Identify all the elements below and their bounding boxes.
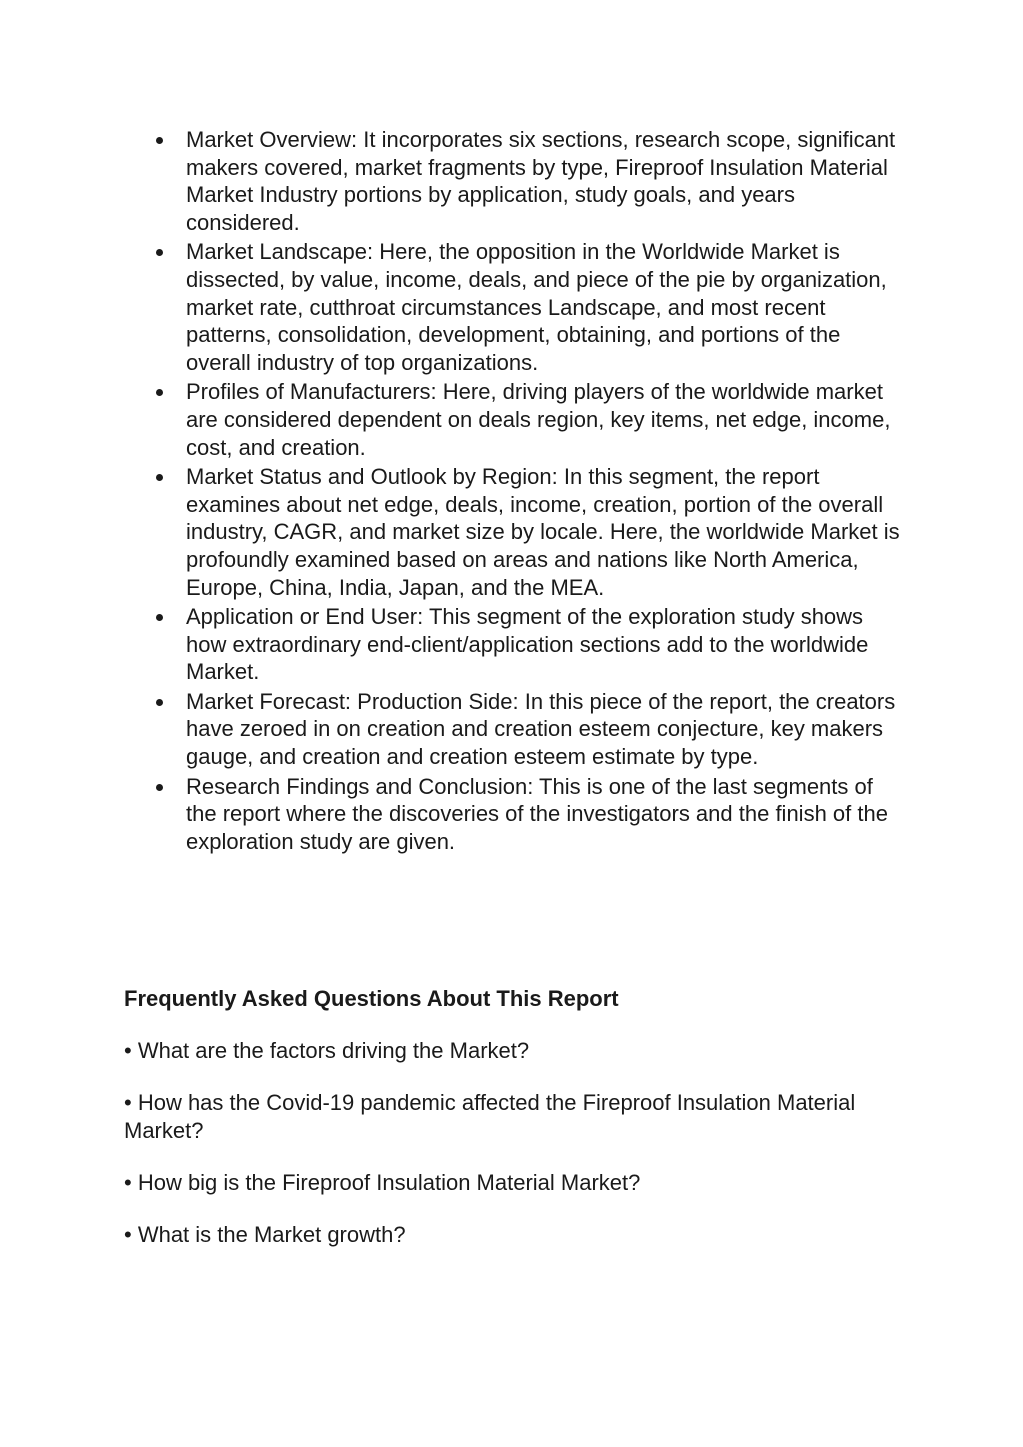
list-item-text: Market Landscape: Here, the opposition in the Worldwide Market is dissected, by value, income, deals, and piece of the pie by organization, market rate, cutthroat circumstances Landscape, and most recent patterns, consolidation, development, obtaining, and portions of the overall industry of top organizations. — [186, 239, 887, 375]
faq-question: • How has the Covid-19 pandemic affected the Fireproof Insulation Material Market? — [124, 1090, 856, 1143]
list-item — [156, 463, 901, 601]
list-item-text: Application or End User: This segment of the exploration study shows how extraordinary end-client/application sections add to the worldwide Market. — [186, 604, 869, 685]
faq-question: • What is the Market growth? — [124, 1222, 406, 1247]
list-item — [156, 238, 901, 376]
faq-heading: Frequently Asked Questions About This Report — [124, 986, 619, 1011]
faq-question: • How big is the Fireproof Insulation Material Market? — [124, 1170, 641, 1195]
faq-list — [124, 1037, 884, 1273]
list-item — [156, 688, 901, 771]
bullet-dot-icon — [156, 474, 163, 481]
faq-question: • What are the factors driving the Market? — [124, 1038, 530, 1063]
bullet-dot-icon — [156, 699, 163, 706]
bullet-dot-icon — [156, 389, 163, 396]
bullet-dot-icon — [156, 614, 163, 621]
list-item — [156, 603, 901, 686]
list-item-text: Market Status and Outlook by Region: In this segment, the report examines about net edge, deals, income, creation, portion of the overall industry, CAGR, and market size by locale. Here, the worldwide Market is profoundly examined based on areas and nations like North America, Europe, China, India, Japan, and the MEA. — [186, 464, 900, 600]
list-item-text: Profiles of Manufacturers: Here, driving players of the worldwide market are considered dependent on deals region, key items, net edge, income, cost, and creation. — [186, 379, 891, 460]
report-sections-list — [156, 126, 901, 857]
list-item — [156, 378, 901, 461]
list-item — [156, 773, 901, 856]
list-item — [156, 126, 901, 236]
list-item-text: Market Overview: It incorporates six sections, research scope, significant makers covered, market fragments by type, Fireproof Insulation Material Market Industry portions by application, study goals, and years considered. — [186, 127, 896, 235]
bullet-dot-icon — [156, 137, 163, 144]
bullet-dot-icon — [156, 784, 163, 791]
list-item-text: Research Findings and Conclusion: This is one of the last segments of the report where the discoveries of the investigators and the finish of the exploration study are given. — [186, 773, 888, 854]
bullet-dot-icon — [156, 249, 163, 256]
list-item-text: Market Forecast: Production Side: In this piece of the report, the creators have zeroed in on creation and creation esteem conjecture, key makers gauge, and creation and creation esteem estimate by type. — [186, 688, 896, 770]
